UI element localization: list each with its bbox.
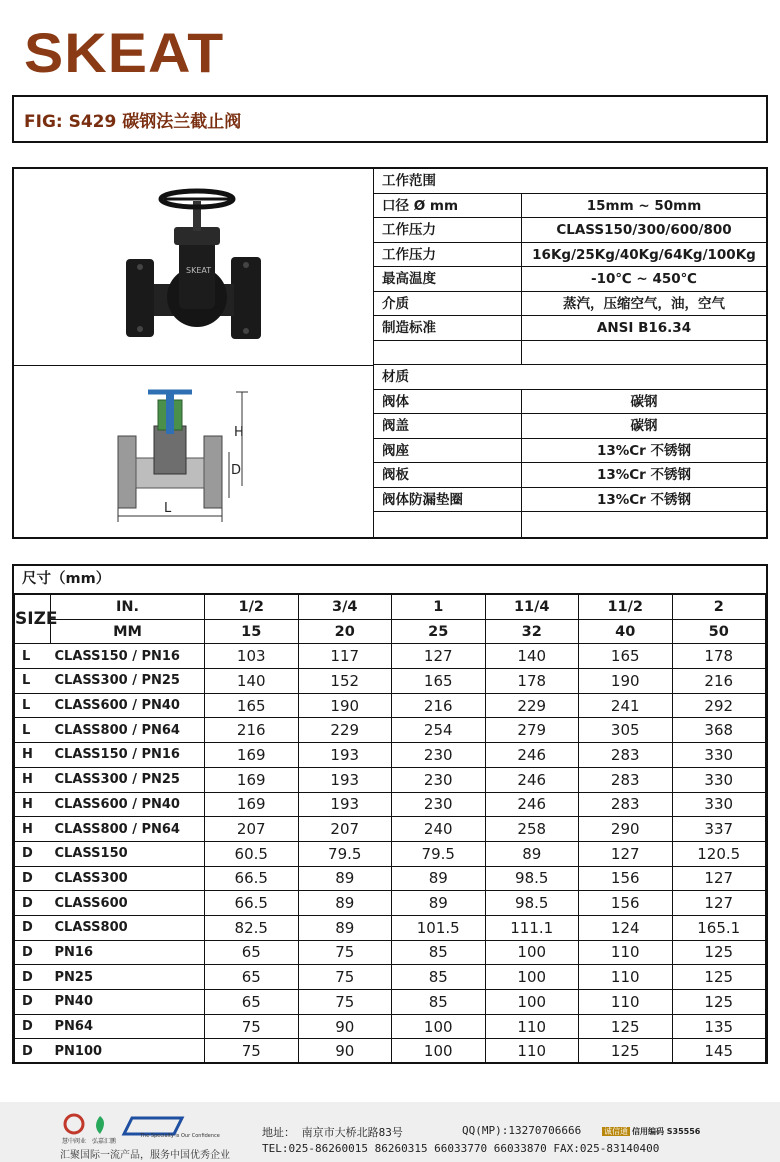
- material-value: [522, 512, 766, 537]
- dimension-value: 127: [672, 891, 766, 916]
- dimension-row: [15, 841, 766, 866]
- dimension-kind: L: [15, 693, 51, 718]
- dimension-value: 90: [298, 1014, 392, 1039]
- material-row: [374, 512, 766, 537]
- address: 地址： 南京市大桥北路83号: [262, 1126, 403, 1139]
- dimension-value: 110: [485, 1039, 579, 1064]
- dimension-value: 111.1: [485, 915, 579, 940]
- pressure-class: PN64: [51, 1014, 205, 1039]
- brand-logo: SKEAT: [24, 21, 225, 84]
- dimension-kind: D: [15, 915, 51, 940]
- dimension-row: [15, 792, 766, 817]
- pressure-class: CLASS800 / PN64: [51, 817, 205, 842]
- mm-size: 40: [579, 619, 673, 644]
- valve-photo: [14, 169, 374, 366]
- dimension-value: 85: [392, 965, 486, 990]
- dimension-kind: D: [15, 1014, 51, 1039]
- valve-mark: SKEAT: [186, 266, 212, 275]
- dimension-value: 140: [205, 669, 299, 694]
- spec-row: [374, 218, 766, 243]
- dimension-row: [15, 915, 766, 940]
- pressure-class: CLASS600 / PN40: [51, 792, 205, 817]
- inch-size: 1: [392, 595, 486, 620]
- dimension-value: 110: [579, 940, 673, 965]
- dimension-value: 178: [485, 669, 579, 694]
- dimension-value: 279: [485, 718, 579, 743]
- valve-dimension-drawing: [14, 366, 374, 537]
- dimension-row: [15, 891, 766, 916]
- material-value: [522, 365, 766, 389]
- logo-text-1: 慧中阀业: [62, 1138, 87, 1145]
- dimension-value: 246: [485, 792, 579, 817]
- dimension-value: 124: [579, 915, 673, 940]
- dimension-value: 178: [672, 644, 766, 669]
- dimension-table: [14, 594, 766, 1064]
- dimension-row: [15, 866, 766, 891]
- material-key: 阀盖: [374, 414, 522, 438]
- dimension-value: 89: [392, 866, 486, 891]
- dimension-value: 127: [392, 644, 486, 669]
- dimension-value: 65: [205, 990, 299, 1015]
- dimension-value: 165: [205, 693, 299, 718]
- dimension-value: 89: [485, 841, 579, 866]
- spec-value: -10℃ ~ 450℃: [591, 271, 697, 287]
- dimension-value: 337: [672, 817, 766, 842]
- dimension-value: 330: [672, 743, 766, 768]
- spec-key: 口径 Ø mm: [374, 194, 522, 218]
- dimension-kind: H: [15, 767, 51, 792]
- material-value: 碳钢: [630, 393, 658, 410]
- dimension-value: 165.1: [672, 915, 766, 940]
- dimension-value: 89: [298, 866, 392, 891]
- pressure-class: PN40: [51, 990, 205, 1015]
- dimension-kind: L: [15, 718, 51, 743]
- dimension-value: 216: [392, 693, 486, 718]
- footer: [0, 1102, 780, 1162]
- material-key: 阀座: [374, 439, 522, 463]
- material-row: [374, 463, 766, 488]
- in-label: IN.: [51, 595, 205, 620]
- material-value: 13%Cr 不锈钢: [596, 491, 692, 508]
- dimension-kind: D: [15, 866, 51, 891]
- material-row: [374, 488, 766, 513]
- spec-panel: [12, 167, 768, 539]
- dimension-kind: D: [15, 1039, 51, 1064]
- pressure-class: CLASS600: [51, 891, 205, 916]
- dimension-value: 169: [205, 743, 299, 768]
- dimension-value: 100: [485, 965, 579, 990]
- dimension-value: 169: [205, 767, 299, 792]
- dimension-table-panel: [12, 564, 768, 1064]
- spec-key: 工作范围: [382, 173, 436, 189]
- dimension-value: 90: [298, 1039, 392, 1064]
- dimension-value: 258: [485, 817, 579, 842]
- spec-row: [374, 267, 766, 292]
- mm-size: 32: [485, 619, 579, 644]
- material-row: [374, 439, 766, 464]
- dimension-value: 140: [485, 644, 579, 669]
- pressure-class: PN16: [51, 940, 205, 965]
- credit-code: 信用编码 S35556: [632, 1127, 701, 1136]
- pressure-class: CLASS150: [51, 841, 205, 866]
- dimension-value: 125: [672, 990, 766, 1015]
- dimension-value: 246: [485, 767, 579, 792]
- spec-key: 制造标准: [374, 316, 522, 340]
- material-value: 13%Cr 不锈钢: [596, 467, 692, 483]
- mm-size: 50: [672, 619, 766, 644]
- material-key: 阀体防漏垫圈: [374, 488, 522, 512]
- mm-size: 20: [298, 619, 392, 644]
- pressure-class: CLASS300: [51, 866, 205, 891]
- dimension-kind: D: [15, 891, 51, 916]
- dimension-value: 101.5: [392, 915, 486, 940]
- spec-row: [374, 292, 766, 317]
- dimension-value: 75: [298, 940, 392, 965]
- dimension-value: 330: [672, 767, 766, 792]
- dimension-value: 98.5: [485, 891, 579, 916]
- dimension-kind: D: [15, 990, 51, 1015]
- dimension-value: 117: [298, 644, 392, 669]
- dimension-value: 89: [298, 915, 392, 940]
- dimension-value: 216: [205, 718, 299, 743]
- dimension-value: 169: [205, 792, 299, 817]
- dimension-value: 193: [298, 792, 392, 817]
- dimension-value: 165: [579, 644, 673, 669]
- dimension-value: 305: [579, 718, 673, 743]
- dimension-value: 127: [579, 841, 673, 866]
- dimension-value: 152: [298, 669, 392, 694]
- spec-value: [522, 169, 766, 193]
- dimension-value: 100: [485, 940, 579, 965]
- dimension-value: 65: [205, 940, 299, 965]
- hongjia-logo-icon: [96, 1116, 104, 1134]
- dimension-value: 229: [485, 693, 579, 718]
- dimension-kind: L: [15, 669, 51, 694]
- dimension-value: 85: [392, 990, 486, 1015]
- dimension-row: [15, 743, 766, 768]
- dimension-kind: D: [15, 965, 51, 990]
- pressure-class: CLASS150 / PN16: [51, 644, 205, 669]
- spec-row: [374, 243, 766, 268]
- dimension-row: [15, 669, 766, 694]
- material-key: 材质: [382, 369, 409, 385]
- dimension-drawing-illustration: [14, 366, 372, 536]
- dimension-value: 125: [579, 1039, 673, 1064]
- dimension-value: 290: [579, 817, 673, 842]
- dimension-kind: H: [15, 792, 51, 817]
- spec-rows: [374, 169, 766, 537]
- pressure-class: PN100: [51, 1039, 205, 1064]
- h-label: H: [234, 425, 244, 440]
- inch-size: 11/4: [485, 595, 579, 620]
- spec-key: [374, 341, 522, 365]
- dimension-value: 193: [298, 743, 392, 768]
- l-label: L: [164, 501, 172, 516]
- dimension-value: 254: [392, 718, 486, 743]
- dimension-value: 79.5: [298, 841, 392, 866]
- dimension-row: [15, 1039, 766, 1064]
- spec-row: [374, 316, 766, 341]
- spec-value: 15mm ~ 50mm: [586, 197, 702, 214]
- dimension-row: [15, 1014, 766, 1039]
- spec-value: CLASS150/300/600/800: [556, 222, 732, 238]
- inch-size: 1/2: [205, 595, 299, 620]
- credit-badge: [602, 1126, 700, 1137]
- material-row: [374, 414, 766, 439]
- dimension-value: 246: [485, 743, 579, 768]
- dimension-value: 216: [672, 669, 766, 694]
- slogan-en: The Specialty is Our Confidence: [140, 1133, 220, 1139]
- spec-key: 介质: [374, 292, 522, 316]
- credit-badge-label: 诚信通: [604, 1127, 628, 1136]
- pressure-class: CLASS800 / PN64: [51, 718, 205, 743]
- dimension-value: 241: [579, 693, 673, 718]
- dimension-value: 283: [579, 743, 673, 768]
- dimension-kind: L: [15, 644, 51, 669]
- dimension-value: 75: [205, 1014, 299, 1039]
- dimension-row: [15, 693, 766, 718]
- mm-label: MM: [51, 619, 205, 644]
- dimension-value: 165: [392, 669, 486, 694]
- dimension-value: 190: [298, 693, 392, 718]
- dimension-value: 230: [392, 743, 486, 768]
- dimension-value: 145: [672, 1039, 766, 1064]
- dimension-value: 125: [672, 940, 766, 965]
- dimension-value: 103: [205, 644, 299, 669]
- spec-value: 16Kg/25Kg/40Kg/64Kg/100Kg: [532, 246, 756, 263]
- dimension-kind: H: [15, 817, 51, 842]
- dimension-value: 283: [579, 767, 673, 792]
- spec-row: [374, 169, 766, 194]
- dimension-kind: D: [15, 940, 51, 965]
- company-logos: [60, 1110, 260, 1148]
- dimension-value: 75: [205, 1039, 299, 1064]
- dimension-value: 110: [485, 1014, 579, 1039]
- material-key: 阀板: [374, 463, 522, 487]
- dimension-caption: 尺寸（mm）: [14, 566, 766, 594]
- pressure-class: CLASS800: [51, 915, 205, 940]
- dimension-value: 85: [392, 940, 486, 965]
- dimension-value: 190: [579, 669, 673, 694]
- dimension-value: 100: [485, 990, 579, 1015]
- dimension-value: 89: [392, 891, 486, 916]
- dimension-value: 120.5: [672, 841, 766, 866]
- dimension-value: 193: [298, 767, 392, 792]
- product-title: FIG: S429 碳钢法兰截止阀: [12, 95, 768, 143]
- dimension-value: 110: [579, 965, 673, 990]
- material-row: [374, 390, 766, 415]
- dimension-value: 368: [672, 718, 766, 743]
- dimension-value: 292: [672, 693, 766, 718]
- dimension-value: 110: [579, 990, 673, 1015]
- dimension-value: 65: [205, 965, 299, 990]
- huipeng-logo-icon: [124, 1118, 182, 1134]
- dimension-value: 100: [392, 1014, 486, 1039]
- dimension-value: 75: [298, 965, 392, 990]
- dimension-value: 240: [392, 817, 486, 842]
- valve-photo-illustration: [14, 169, 372, 364]
- spec-key: 最高温度: [374, 267, 522, 291]
- spec-value: 蒸汽，压缩空气，油，空气: [563, 295, 725, 312]
- material-key: [374, 512, 522, 537]
- dimension-value: 207: [205, 817, 299, 842]
- dimension-row: [15, 718, 766, 743]
- dimension-value: 66.5: [205, 866, 299, 891]
- dimension-value: 89: [298, 891, 392, 916]
- dimension-kind: D: [15, 841, 51, 866]
- d-label: D: [231, 463, 242, 478]
- dimension-value: 125: [672, 965, 766, 990]
- pressure-class: CLASS600 / PN40: [51, 693, 205, 718]
- spec-row: [374, 194, 766, 219]
- dimension-value: 100: [392, 1039, 486, 1064]
- dimension-kind: H: [15, 743, 51, 768]
- spec-value: ANSI B16.34: [596, 320, 692, 336]
- dimension-value: 156: [579, 891, 673, 916]
- logo-text-2: 弘嘉汇鹏: [92, 1138, 117, 1145]
- inch-size: 11/2: [579, 595, 673, 620]
- dimension-value: 330: [672, 792, 766, 817]
- dimension-value: 230: [392, 767, 486, 792]
- dimension-row: [15, 990, 766, 1015]
- inch-size: 3/4: [298, 595, 392, 620]
- dimension-value: 230: [392, 792, 486, 817]
- dimension-value: 135: [672, 1014, 766, 1039]
- huizhong-logo-icon: [65, 1115, 83, 1133]
- pressure-class: PN25: [51, 965, 205, 990]
- dimension-row: [15, 817, 766, 842]
- dimension-value: 125: [579, 1014, 673, 1039]
- mm-size: 25: [392, 619, 486, 644]
- dimension-value: 156: [579, 866, 673, 891]
- dimension-value: 127: [672, 866, 766, 891]
- spec-value: [522, 341, 766, 365]
- dimension-value: 75: [298, 990, 392, 1015]
- dimension-row: [15, 965, 766, 990]
- dimension-value: 60.5: [205, 841, 299, 866]
- telephone-fax: TEL:025-86260015 86260315 66033770 66033870 FAX:025-83140400: [262, 1142, 660, 1155]
- dimension-row: [15, 940, 766, 965]
- material-value: 碳钢: [630, 418, 658, 434]
- dimension-row: [15, 767, 766, 792]
- material-row: [374, 365, 766, 390]
- spec-key: 工作压力: [374, 218, 522, 242]
- material-key: 阀体: [374, 390, 522, 414]
- dimension-value: 66.5: [205, 891, 299, 916]
- dimension-value: 98.5: [485, 866, 579, 891]
- spec-key: 工作压力: [374, 243, 522, 267]
- slogan-cn: 汇聚国际一流产品，服务中国优秀企业: [60, 1150, 230, 1161]
- pressure-class: CLASS300 / PN25: [51, 669, 205, 694]
- dimension-row: [15, 644, 766, 669]
- pressure-class: CLASS300 / PN25: [51, 767, 205, 792]
- qq-number: QQ(MP):13270706666: [462, 1124, 582, 1137]
- dimension-value: 229: [298, 718, 392, 743]
- dimension-value: 79.5: [392, 841, 486, 866]
- size-label: SIZE: [15, 595, 51, 644]
- dimension-value: 283: [579, 792, 673, 817]
- dimension-value: 207: [298, 817, 392, 842]
- dimension-value: 82.5: [205, 915, 299, 940]
- mm-size: 15: [205, 619, 299, 644]
- material-value: 13%Cr 不锈钢: [596, 442, 692, 459]
- pressure-class: CLASS150 / PN16: [51, 743, 205, 768]
- spec-row: [374, 341, 766, 366]
- inch-size: 2: [672, 595, 766, 620]
